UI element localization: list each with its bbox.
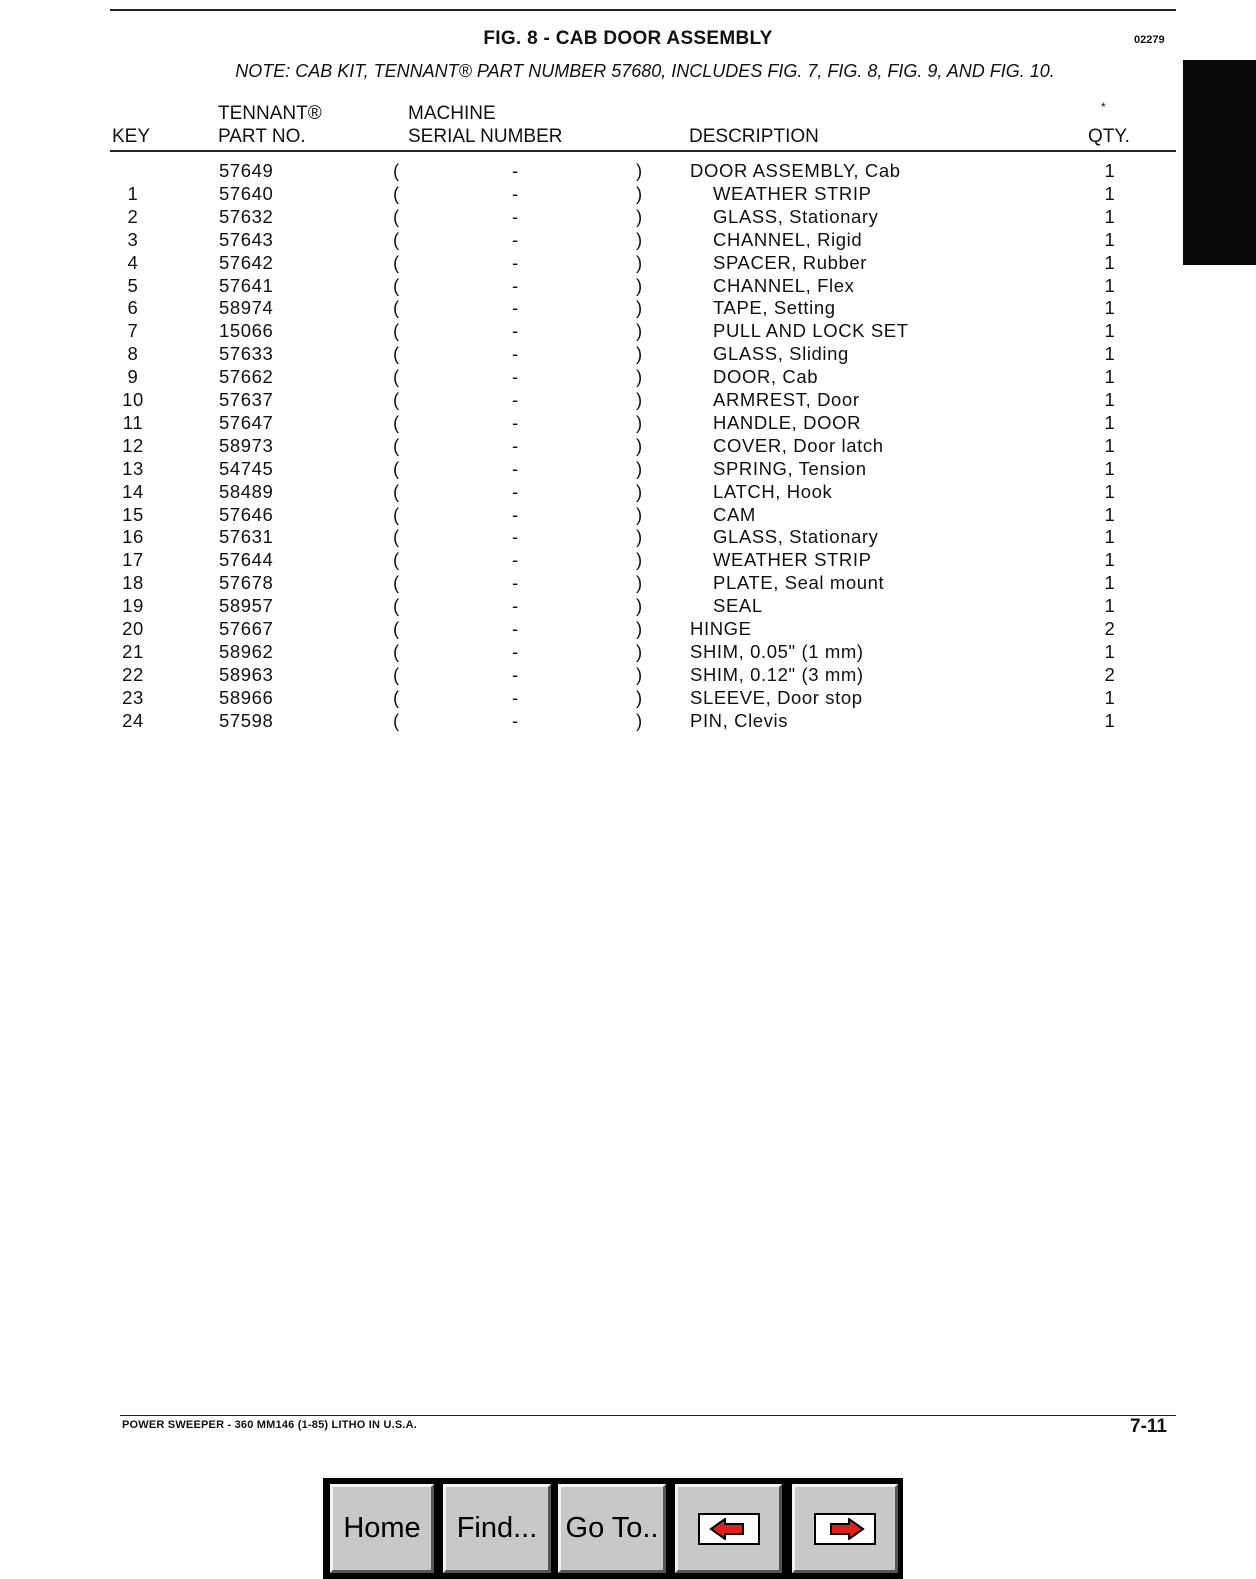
row-serial-open: ( (393, 618, 400, 639)
row-serial-close: ) (636, 434, 643, 456)
figure-note: NOTE: CAB KIT, TENNANT® PART NUMBER 57680, INCLUDES FIG. 7, FIG. 8, FIG. 9, AND FIG. 10. (235, 61, 1055, 81)
footer-text: POWER SWEEPER - 360 MM146 (1-85) LITHO IN U.S.A. (122, 1419, 418, 1431)
row-serial-dash: - (512, 618, 519, 639)
row-serial-dash: - (512, 480, 519, 502)
row-serial-dash: - (512, 640, 519, 662)
table-row (0, 343, 1256, 366)
row-part-number: 58963 (219, 663, 274, 685)
forward-button[interactable] (792, 1484, 898, 1573)
table-row (0, 710, 1256, 733)
row-qty: 1 (1104, 343, 1116, 365)
row-serial-close: ) (636, 480, 643, 502)
row-part-number: 58966 (219, 686, 274, 708)
row-key: 23 (122, 686, 144, 708)
bottom-rule (120, 1415, 1176, 1416)
col-header-part-line1: TENNANT® (218, 103, 322, 124)
row-part-number: 57646 (219, 503, 274, 525)
row-serial-dash: - (512, 205, 519, 227)
row-serial-dash: - (512, 343, 519, 365)
row-part-number: 57598 (219, 709, 274, 731)
figure-code: 02279 (1134, 34, 1165, 46)
row-key: 20 (122, 618, 144, 639)
row-serial-dash: - (512, 709, 519, 731)
row-description: GLASS, Stationary (713, 526, 879, 548)
row-description: ARMREST, Door (713, 389, 860, 410)
row-serial-close: ) (636, 228, 643, 250)
row-serial-dash: - (512, 389, 519, 410)
row-qty: 2 (1104, 618, 1116, 639)
forward-arrow-frame (814, 1513, 876, 1545)
row-qty: 1 (1104, 228, 1116, 250)
row-key: 1 (127, 182, 139, 204)
row-key: 19 (122, 595, 144, 617)
table-row (0, 435, 1256, 458)
row-serial-open: ( (393, 572, 400, 594)
table-row (0, 320, 1256, 343)
row-serial-close: ) (636, 205, 643, 227)
row-key: 3 (127, 228, 139, 250)
row-serial-dash: - (512, 434, 519, 456)
row-serial-open: ( (393, 205, 400, 227)
row-part-number: 57640 (219, 182, 274, 204)
row-serial-open: ( (393, 457, 400, 479)
row-serial-open: ( (393, 251, 400, 273)
top-rule (110, 9, 1176, 11)
table-row (0, 481, 1256, 504)
col-header-qty: QTY. (1088, 126, 1130, 147)
row-serial-close: ) (636, 640, 643, 662)
row-key: 12 (122, 434, 144, 456)
row-part-number: 58974 (219, 297, 274, 319)
row-part-number: 57632 (219, 205, 274, 227)
row-part-number: 57637 (219, 389, 274, 410)
row-serial-dash: - (512, 572, 519, 594)
row-serial-close: ) (636, 274, 643, 296)
row-part-number: 15066 (219, 320, 274, 342)
row-key: 5 (127, 274, 139, 296)
row-part-number: 57678 (219, 572, 274, 594)
row-description: WEATHER STRIP (713, 182, 872, 204)
row-qty: 1 (1104, 320, 1116, 342)
row-key: 15 (122, 503, 144, 525)
table-row (0, 572, 1256, 595)
row-qty: 1 (1104, 480, 1116, 502)
row-serial-open: ( (393, 297, 400, 319)
row-serial-dash: - (512, 526, 519, 548)
row-key: 4 (127, 251, 139, 273)
row-qty: 1 (1104, 251, 1116, 273)
row-part-number: 57641 (219, 274, 274, 296)
row-qty: 1 (1104, 526, 1116, 548)
table-row (0, 458, 1256, 481)
row-qty: 1 (1104, 160, 1116, 181)
table-row (0, 183, 1256, 206)
row-qty: 1 (1104, 182, 1116, 204)
row-serial-close: ) (636, 182, 643, 204)
row-description: PULL AND LOCK SET (713, 320, 909, 342)
table-row (0, 618, 1256, 641)
table-row (0, 664, 1256, 687)
row-serial-dash: - (512, 686, 519, 708)
row-serial-close: ) (636, 503, 643, 525)
col-header-description: DESCRIPTION (689, 126, 819, 147)
row-part-number: 57642 (219, 251, 274, 273)
row-description: SEAL (713, 595, 763, 617)
row-description: SHIM, 0.12" (3 mm) (690, 663, 864, 685)
figure-title: FIG. 8 - CAB DOOR ASSEMBLY (483, 28, 773, 49)
row-qty: 1 (1104, 572, 1116, 594)
row-description: DOOR ASSEMBLY, Cab (690, 160, 901, 181)
row-serial-close: ) (636, 663, 643, 685)
row-description: CAM (713, 503, 756, 525)
row-serial-close: ) (636, 572, 643, 594)
row-description: PIN, Clevis (690, 709, 789, 731)
row-part-number: 58962 (219, 640, 274, 662)
row-serial-open: ( (393, 434, 400, 456)
row-serial-open: ( (393, 182, 400, 204)
row-serial-open: ( (393, 640, 400, 662)
row-serial-dash: - (512, 549, 519, 571)
row-qty: 1 (1104, 640, 1116, 662)
row-serial-open: ( (393, 274, 400, 296)
row-key: 8 (127, 343, 139, 365)
row-serial-close: ) (636, 366, 643, 388)
row-qty: 1 (1104, 389, 1116, 410)
red-left-arrow-icon (709, 1518, 749, 1540)
row-serial-close: ) (636, 389, 643, 410)
row-serial-dash: - (512, 182, 519, 204)
row-serial-dash: - (512, 411, 519, 433)
table-row (0, 389, 1256, 412)
col-header-qty-mark: * (1101, 100, 1106, 114)
table-row (0, 526, 1256, 549)
row-qty: 2 (1104, 663, 1116, 685)
row-serial-open: ( (393, 160, 400, 181)
row-key: 7 (127, 320, 139, 342)
row-part-number: 57644 (219, 549, 274, 571)
row-key: 24 (122, 709, 144, 731)
table-row (0, 366, 1256, 389)
row-serial-dash: - (512, 503, 519, 525)
row-part-number: 54745 (219, 457, 274, 479)
row-key: 16 (122, 526, 144, 548)
home-button[interactable]: Home (330, 1484, 434, 1573)
row-serial-open: ( (393, 228, 400, 250)
row-part-number: 57647 (219, 411, 274, 433)
row-serial-dash: - (512, 663, 519, 685)
row-part-number: 57631 (219, 526, 274, 548)
row-description: PLATE, Seal mount (713, 572, 885, 594)
table-row (0, 549, 1256, 572)
row-description: LATCH, Hook (713, 480, 833, 502)
row-serial-dash: - (512, 251, 519, 273)
row-description: GLASS, Sliding (713, 343, 849, 365)
row-serial-close: ) (636, 251, 643, 273)
row-qty: 1 (1104, 549, 1116, 571)
row-serial-dash: - (512, 274, 519, 296)
row-description: TAPE, Setting (713, 297, 836, 319)
row-key: 2 (127, 205, 139, 227)
row-description: HANDLE, DOOR (713, 411, 862, 433)
navigation-bar (323, 1478, 903, 1579)
goto-button[interactable]: Go To.. (558, 1484, 666, 1573)
row-description: SPACER, Rubber (713, 251, 868, 273)
row-serial-open: ( (393, 709, 400, 731)
row-serial-dash: - (512, 595, 519, 617)
row-part-number: 58489 (219, 480, 274, 502)
row-part-number: 58973 (219, 434, 274, 456)
row-serial-dash: - (512, 457, 519, 479)
row-description: SHIM, 0.05" (1 mm) (690, 640, 864, 662)
table-row (0, 412, 1256, 435)
table-row (0, 504, 1256, 527)
col-header-part-line2: PART NO. (218, 126, 306, 147)
row-serial-close: ) (636, 686, 643, 708)
row-part-number: 57662 (219, 366, 274, 388)
row-key: 18 (122, 572, 144, 594)
row-description: WEATHER STRIP (713, 549, 872, 571)
row-serial-dash: - (512, 366, 519, 388)
row-description: HINGE (690, 618, 752, 639)
row-serial-close: ) (636, 297, 643, 319)
row-serial-close: ) (636, 618, 643, 639)
row-key: 14 (122, 480, 144, 502)
row-qty: 1 (1104, 503, 1116, 525)
table-row (0, 252, 1256, 275)
row-description: COVER, Door latch (713, 434, 884, 456)
row-serial-open: ( (393, 366, 400, 388)
row-qty: 1 (1104, 297, 1116, 319)
row-qty: 1 (1104, 366, 1116, 388)
row-serial-dash: - (512, 297, 519, 319)
row-part-number: 57643 (219, 228, 274, 250)
row-serial-close: ) (636, 595, 643, 617)
row-serial-open: ( (393, 549, 400, 571)
table-row (0, 687, 1256, 710)
row-part-number: 57649 (219, 160, 274, 181)
row-serial-open: ( (393, 663, 400, 685)
row-serial-open: ( (393, 595, 400, 617)
row-qty: 1 (1104, 274, 1116, 296)
row-serial-close: ) (636, 320, 643, 342)
col-header-key: KEY (112, 126, 151, 147)
row-key: 10 (122, 389, 144, 410)
row-description: SPRING, Tension (713, 457, 867, 479)
row-serial-open: ( (393, 686, 400, 708)
row-description: CHANNEL, Rigid (713, 228, 863, 250)
table-row (0, 160, 1256, 183)
row-qty: 1 (1104, 709, 1116, 731)
row-key: 9 (127, 366, 139, 388)
row-part-number: 57667 (219, 618, 274, 639)
row-key: 6 (127, 297, 139, 319)
row-serial-open: ( (393, 389, 400, 410)
row-description: CHANNEL, Flex (713, 274, 855, 296)
row-serial-open: ( (393, 503, 400, 525)
back-arrow-frame (698, 1513, 760, 1545)
row-key: 11 (122, 411, 144, 433)
row-serial-open: ( (393, 526, 400, 548)
table-row (0, 275, 1256, 298)
header-rule (110, 150, 1176, 152)
row-serial-close: ) (636, 709, 643, 731)
table-row (0, 595, 1256, 618)
row-serial-close: ) (636, 160, 643, 181)
row-description: SLEEVE, Door stop (690, 686, 863, 708)
row-serial-close: ) (636, 343, 643, 365)
row-serial-dash: - (512, 160, 519, 181)
page-number: 7-11 (1130, 1416, 1167, 1437)
row-serial-close: ) (636, 457, 643, 479)
table-row (0, 641, 1256, 664)
col-header-serial-line1: MACHINE (408, 103, 496, 124)
row-qty: 1 (1104, 686, 1116, 708)
table-row (0, 297, 1256, 320)
row-part-number: 57633 (219, 343, 274, 365)
row-qty: 1 (1104, 411, 1116, 433)
row-qty: 1 (1104, 434, 1116, 456)
row-serial-open: ( (393, 320, 400, 342)
row-key: 13 (122, 457, 144, 479)
row-part-number: 58957 (219, 595, 274, 617)
row-key: 21 (122, 640, 144, 662)
row-key: 17 (122, 549, 144, 571)
row-serial-close: ) (636, 411, 643, 433)
row-qty: 1 (1104, 457, 1116, 479)
row-serial-open: ( (393, 480, 400, 502)
row-serial-open: ( (393, 411, 400, 433)
row-qty: 1 (1104, 595, 1116, 617)
back-button[interactable] (675, 1484, 782, 1573)
row-qty: 1 (1104, 205, 1116, 227)
row-serial-open: ( (393, 343, 400, 365)
row-description: DOOR, Cab (713, 366, 819, 388)
find-button[interactable]: Find... (443, 1484, 551, 1573)
table-row (0, 206, 1256, 229)
row-serial-close: ) (636, 549, 643, 571)
row-key: 22 (122, 663, 144, 685)
col-header-serial-line2: SERIAL NUMBER (408, 126, 563, 147)
row-serial-dash: - (512, 228, 519, 250)
red-right-arrow-icon (825, 1518, 865, 1540)
table-row (0, 229, 1256, 252)
row-serial-dash: - (512, 320, 519, 342)
row-serial-close: ) (636, 526, 643, 548)
row-description: GLASS, Stationary (713, 205, 879, 227)
